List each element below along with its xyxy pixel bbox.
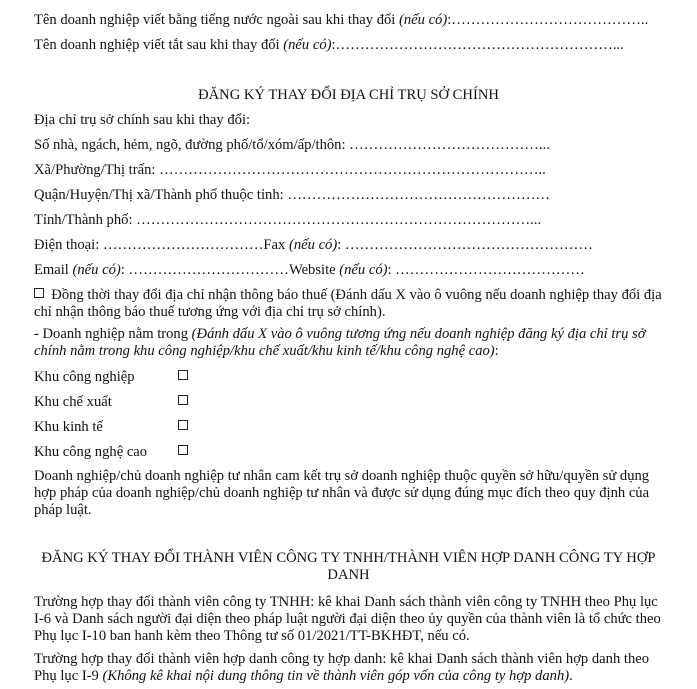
member-heading: ĐĂNG KÝ THAY ĐỔI THÀNH VIÊN CÔNG TY TNHH/THÀNH VIÊN HỢP DANH CÔNG TY HỢP DANH [41,550,656,583]
website-note: (nếu có) [339,262,388,278]
zone-label: Khu công nghệ cao [34,444,148,460]
email-dots: : ……………………………Website [120,262,340,278]
phone-label: Điện thoại: ……………………………Fax [34,237,289,253]
email-website-field[interactable] [34,262,585,279]
foreign-name-note: (nếu có) [399,12,448,28]
address-intro: Địa chỉ trụ sở chính sau khi thay đổi: [34,112,251,128]
partnership-main: Trường hợp thay đổi thành viên hợp danh công ty hợp danh: kê khai Danh sách thành viên hợp danh theo Phụ lục I-9 [34,651,650,684]
street-field[interactable]: Số nhà, ngách, hẻm, ngõ, đường phố/tổ/xóm/ấp/thôn: …………………………………... [34,137,550,153]
foreign-name-dots: :………………………………….. [447,12,649,28]
zone-intro-text: - Doanh nghiệp nằm trong [34,326,192,342]
email-label: Email [34,262,73,278]
tax-address-option [34,287,664,321]
partnership-note: (Không kê khai nội dung thông tin về thành viên góp vốn của công ty hợp danh) [102,668,570,684]
district-field[interactable]: Quận/Huyện/Thị xã/Thành phố thuộc tỉnh: ……………………………………………… [34,187,551,203]
zone-note: (Đánh dấu X vào ô vuông tương ứng nếu doanh nghiệp đăng ký địa chỉ trụ sở chính nằm trong khu công nghiệp/khu chế xuất/khu kinh tế/khu công nghệ cao) [34,326,646,359]
foreign-name-field[interactable] [34,12,648,29]
fax-note: (nếu có) [288,237,338,253]
email-note: (nếu có) [72,262,121,278]
ward-field[interactable]: Xã/Phường/Thị trấn: …………………………………………………………………….. [34,162,546,178]
commitment-text: Doanh nghiệp/chủ doanh nghiệp tư nhân cam kết trụ sở doanh nghiệp thuộc quyền sở hữu/quyền sử dụng hợp pháp của doanh nghiệp/chủ doanh nghiệp tư nhân và được sử dụng đúng mục đích theo quy định của pháp luật. [34,468,650,518]
zone-label: Khu công nghiệp [34,369,135,385]
partnership-end: . [569,668,573,684]
zone-item [34,419,188,436]
zone-label: Khu chế xuất [34,394,112,410]
tnhh-text: Trường hợp thay đổi thành viên công ty TNHH: kê khai Danh sách thành viên công ty TNHH theo Phụ lục I-6 và Danh sách người đại diện theo pháp luật người đại diện theo ủy quyền của thành viên là tổ chức theo Phụ lục I-10 ban hanh kèm theo Thông tư số 01/2021/TT-BKHĐT, nếu có. [34,594,661,644]
zone-checkbox[interactable] [178,420,188,430]
website-dots: : ………………………………… [387,262,585,278]
short-name-field[interactable] [34,37,624,54]
partnership-text [34,651,664,685]
foreign-name-label: Tên doanh nghiệp viết bằng tiếng nước ngoài sau khi thay đổi [34,12,399,28]
zone-checkbox[interactable] [178,445,188,455]
zone-item [34,444,188,461]
zone-intro [34,326,664,360]
tax-address-text: Đồng thời thay đổi địa chỉ nhận thông báo thuế (Đánh dấu X vào ô vuông nếu doanh nghiệp thay đổi địa chỉ nhận thông báo thuế tương ứng với địa chỉ trụ sở chính). [34,287,662,320]
tax-address-checkbox[interactable] [34,288,44,298]
short-name-label: Tên doanh nghiệp viết tắt sau khi thay đổi [34,37,284,53]
short-name-dots: :…………………………………………………... [331,37,624,53]
province-field[interactable]: Tỉnh/Thành phố: ………………………………………………………………………... [34,212,542,228]
zone-item [34,394,188,411]
short-name-note: (nếu có) [283,37,332,53]
zone-colon: : [494,343,499,359]
zone-checkbox[interactable] [178,395,188,405]
phone-fax-field[interactable] [34,237,593,254]
address-heading: ĐĂNG KÝ THAY ĐỔI ĐỊA CHỈ TRỤ SỞ CHÍNH [198,87,499,103]
zone-item [34,369,188,386]
zone-checkbox[interactable] [178,370,188,380]
fax-dots: : …………………………………………… [337,237,593,253]
zone-label: Khu kinh tế [34,419,103,435]
